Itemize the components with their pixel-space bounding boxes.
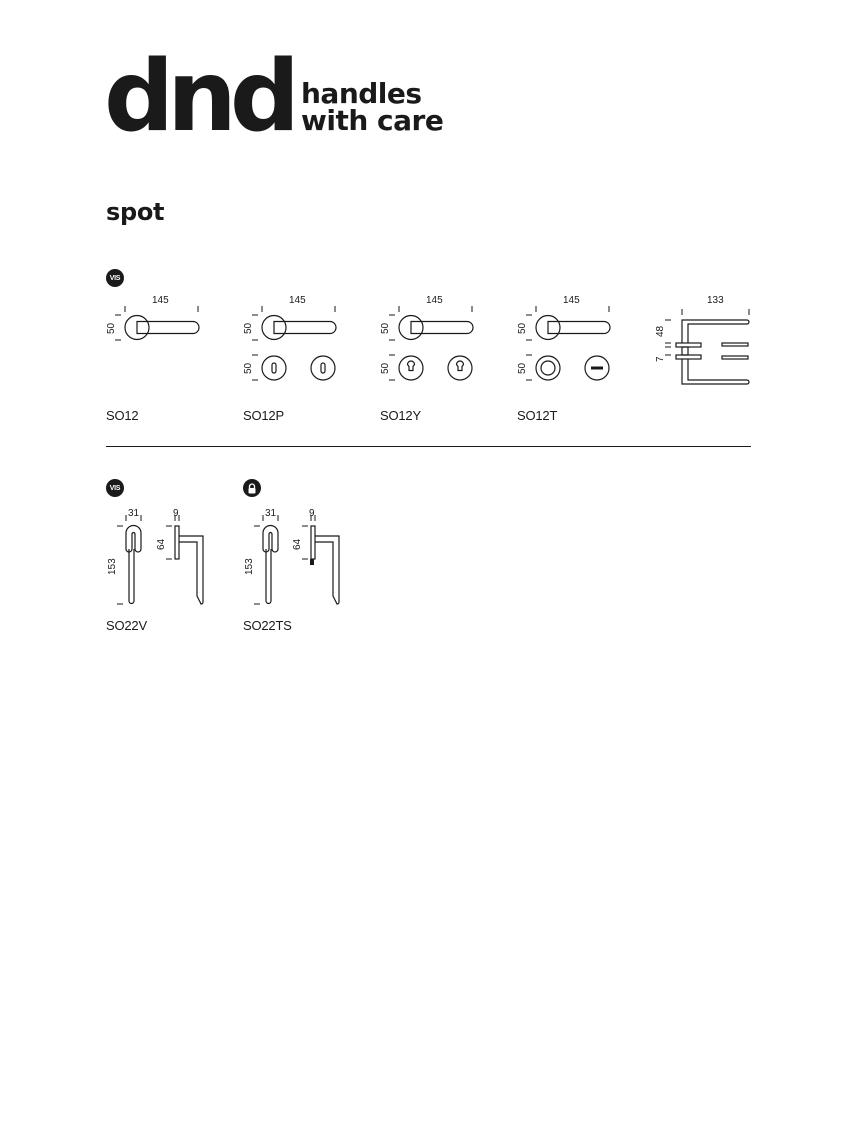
window-handle-drawings <box>0 500 857 620</box>
product-code-so22v: SO22V <box>106 618 147 633</box>
door-handle-drawings <box>0 0 857 440</box>
tagline-line-2: with care <box>301 104 444 137</box>
so12y-rose-dim: 50 <box>380 322 391 334</box>
so12p-rose-dim: 50 <box>243 322 254 334</box>
so22v-height-dim: 153 <box>107 558 118 575</box>
so12t-rose-dim: 50 <box>517 322 528 334</box>
so22v-depth-dim: 9 <box>173 508 179 519</box>
so22v-rose-dim: 64 <box>156 538 167 550</box>
so22v-width-dim: 31 <box>128 508 140 519</box>
brand-logo: dnd <box>104 40 294 154</box>
so12-width-dim: 145 <box>152 295 169 306</box>
so12t-rose2-dim: 50 <box>517 362 528 374</box>
product-code-so12: SO12 <box>106 408 139 423</box>
so22v-drawing <box>107 508 203 604</box>
so22ts-height-dim: 153 <box>244 558 255 575</box>
product-title: spot <box>106 198 165 226</box>
so12p-rose2-dim: 50 <box>243 362 254 374</box>
lock-icon <box>243 479 261 497</box>
tagline-line-1: handles <box>301 77 422 110</box>
so22ts-width-dim: 31 <box>265 508 277 519</box>
product-code-so12p: SO12P <box>243 408 284 423</box>
so12-drawing <box>106 295 199 340</box>
so22ts-depth-dim: 9 <box>309 508 315 519</box>
so12p-width-dim: 145 <box>289 295 306 306</box>
so12y-rose2-dim: 50 <box>380 362 391 374</box>
side-thickness-dim: 7 <box>655 356 666 362</box>
so12y-width-dim: 145 <box>426 295 443 306</box>
vis-badge: VIS <box>106 269 124 287</box>
product-code-so12t: SO12T <box>517 408 558 423</box>
handle-side-view-drawing <box>655 295 749 384</box>
so12t-drawing <box>517 295 610 380</box>
so22ts-drawing <box>244 508 339 604</box>
so22ts-rose-dim: 64 <box>292 538 303 550</box>
section-divider <box>106 446 751 447</box>
side-width-dim: 133 <box>707 295 724 306</box>
product-code-so12y: SO12Y <box>380 408 421 423</box>
so12p-drawing <box>243 295 336 380</box>
product-code-so22ts: SO22TS <box>243 618 292 633</box>
so12-rose-dim: 50 <box>106 322 117 334</box>
vis-badge-window: VIS <box>106 479 124 497</box>
so12t-width-dim: 145 <box>563 295 580 306</box>
side-height-dim: 48 <box>655 325 666 337</box>
so12y-drawing <box>380 295 473 380</box>
